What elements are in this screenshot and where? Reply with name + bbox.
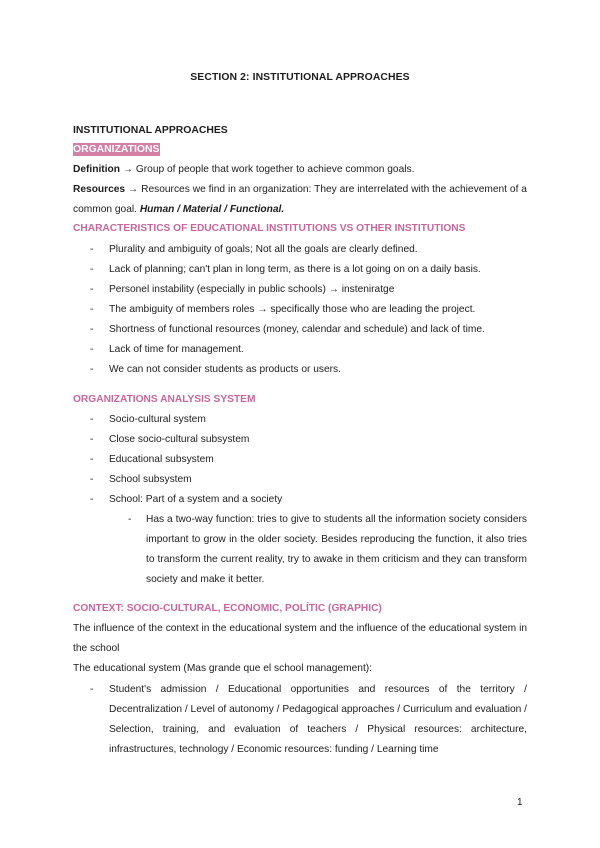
page-number: 1: [517, 797, 523, 808]
dash-marker: -: [128, 514, 132, 525]
dash-marker: -: [90, 434, 94, 445]
dash-marker: -: [90, 364, 94, 375]
characteristics-heading: CHARACTERISTICS OF EDUCATIONAL INSTITUTIONS VS OTHER INSTITUTIONS: [73, 223, 466, 234]
list-item: - Lack of time for management.: [0, 340, 600, 360]
dash-marker: -: [90, 244, 94, 255]
context-heading: CONTEXT: SOCIO-CULTURAL, ECONOMIC, POLÍTIC (GRAPHIC): [73, 603, 382, 614]
analysis-sublist: [0, 510, 600, 590]
list-item: - School: Part of a system and a society: [0, 490, 600, 510]
dash-marker: -: [90, 284, 94, 295]
list-item: - We can not consider students as products or users.: [0, 360, 600, 380]
definition-paragraph: [73, 160, 527, 180]
dash-marker: -: [90, 304, 94, 315]
list-item: - The ambiguity of members roles → specifically those who are leading the project.: [0, 300, 600, 320]
definition-label: Definition: [73, 164, 120, 175]
resources-paragraph: [73, 180, 527, 220]
dash-marker: -: [90, 414, 94, 425]
context-list: [0, 680, 600, 760]
context-paragraph-1: The influence of the context in the educational system and the influence of the educational system in the school: [73, 623, 527, 654]
resources-text: → Resources we find in an organization: They are interrelated with the achievement of a common goal.: [73, 184, 527, 215]
list-item: - Shortness of functional resources (money, calendar and schedule) and lack of time.: [0, 320, 600, 340]
list-item: - Personel instability (especially in public schools) → insteniratge: [0, 280, 600, 300]
dash-marker: -: [90, 324, 94, 335]
list-item: - Socio-cultural system: [0, 410, 600, 430]
dash-marker: -: [90, 494, 94, 505]
analysis-heading: ORGANIZATIONS ANALYSIS SYSTEM: [73, 394, 256, 405]
list-item: - Lack of planning; can't plan in long term, as there is a lot going on on a daily basis.: [0, 260, 600, 280]
resources-label: Resources: [73, 184, 126, 195]
list-item: - Has a two-way function: tries to give to students all the information society considers important to grow in the older society. Besides reproducing the function, it also tries to transform the current reality, try to awake in them criticism and they can transform society and make it better.: [0, 510, 527, 590]
dash-marker: -: [90, 264, 94, 275]
dash-marker: -: [90, 454, 94, 465]
list-item: - Plurality and ambiguity of goals; Not all the goals are clearly defined.: [0, 240, 600, 260]
resources-emphasis: Human / Material / Functional.: [139, 204, 285, 215]
highlighted-heading-organizations: ORGANIZATIONS: [73, 144, 160, 155]
dash-marker: -: [90, 344, 94, 355]
page-title: SECTION 2: INSTITUTIONAL APPROACHES: [190, 72, 410, 83]
definition-text: → Group of people that work together to achieve common goals.: [122, 164, 415, 175]
context-paragraph-2: The educational system (Mas grande que el school management):: [73, 663, 372, 674]
list-item: - Close socio-cultural subsystem: [0, 430, 600, 450]
list-item: - School subsystem: [0, 470, 600, 490]
list-item: - Educational subsystem: [0, 450, 600, 470]
dash-marker: -: [90, 684, 94, 695]
section-heading: INSTITUTIONAL APPROACHES: [73, 125, 228, 136]
dash-marker: -: [90, 474, 94, 485]
characteristics-list: [0, 240, 600, 380]
list-item: - Student's admission / Educational opportunities and resources of the territory / Decentralization / Level of autonomy / Pedagogical approaches / Curriculum and evaluation / Selection, training, and evaluation of teachers / Physical resources: architecture, infrastructures, technology / Economic resources: funding / Learning time: [0, 680, 527, 760]
analysis-list: [0, 410, 600, 510]
